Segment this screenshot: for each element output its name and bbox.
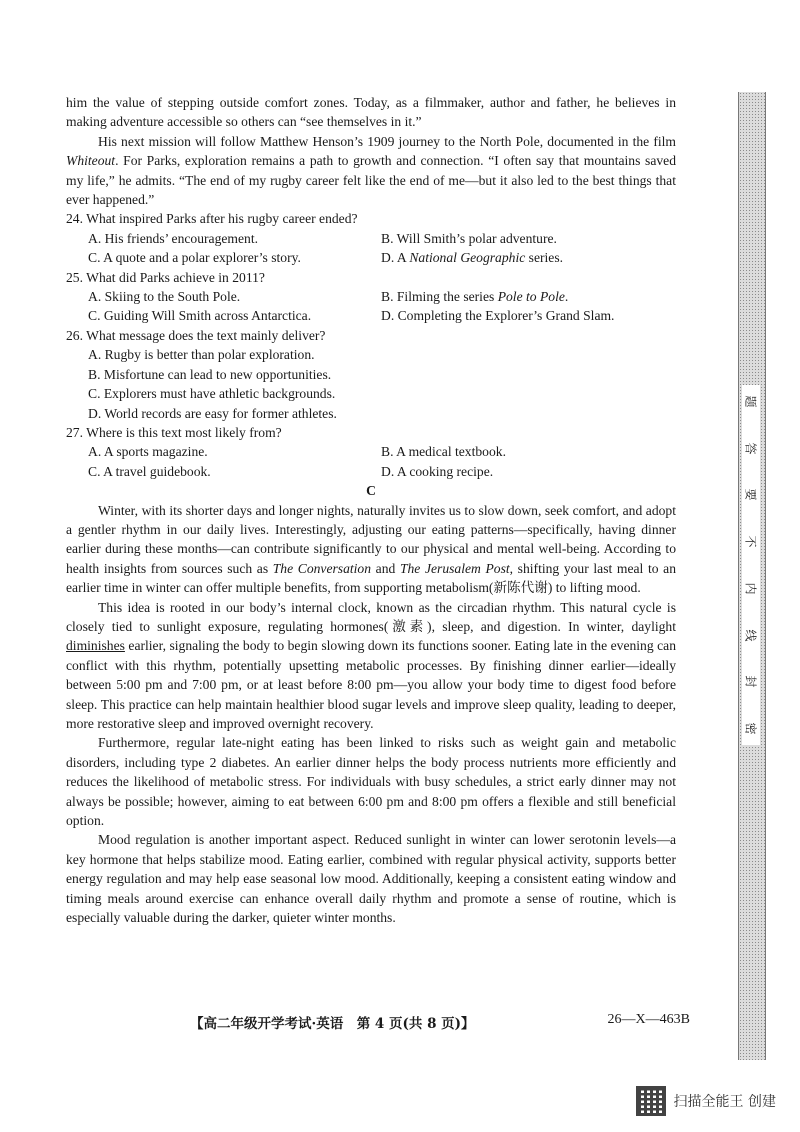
paragraph-c-3: Furthermore, regular late-night eating has been linked to risks such as weight gain and metabolic disorders, including type 2 diabetes. An earlier dinner helps the body process nutrients more efficiently and reduces the likelihood of metabolic stress. For individuals with busy schedules, a strict early dinner may not always be possible; however, aiming to eat between 6:00 pm and 8:00 pm offers a flexible and still beneficial option.: [66, 735, 676, 829]
strip-char: 封: [743, 675, 758, 688]
option-24-a: A. His friends’ encouragement.: [88, 230, 258, 246]
question-27: 27. Where is this text most likely from?: [66, 424, 282, 440]
options-26: [66, 345, 676, 423]
option-26-d: D. World records are easy for former athletes.: [88, 405, 337, 421]
question-24: 24. What inspired Parks after his rugby career ended?: [66, 211, 358, 227]
footer-exam-info: 【高二年级开学考试·英语 第 4 页(共 8 页)】: [190, 1016, 475, 1032]
footer-code: 26—X—463B: [607, 1012, 690, 1027]
strip-char: 要: [743, 488, 758, 501]
main-text: [66, 93, 676, 927]
section-c-heading: C: [366, 483, 376, 499]
option-26-b: B. Misfortune can lead to new opportunities.: [88, 366, 332, 382]
binding-strip-label: [742, 385, 760, 745]
option-25-d: D. Completing the Explorer’s Grand Slam.: [381, 308, 615, 324]
paragraph-c-4: Mood regulation is another important aspect. Reduced sunlight in winter can lower serotonin levels—a key hormone that helps stabilize mood. Eating earlier, combined with regular physical activity, supports better energy regulation and may help ease seasonal low mood. Additionally, keeping a consistent eating window and timing meals around exercise can enhance overall daily rhythm and promote a sense of routine, which is especially valuable during the darker, quieter winter months.: [66, 832, 676, 926]
option-25-b: B. Filming the series Pole to Pole.: [381, 289, 569, 305]
option-27-c: C. A travel guidebook.: [88, 463, 211, 479]
question-25: 25. What did Parks achieve in 2011?: [66, 269, 265, 285]
strip-char: 线: [743, 629, 758, 642]
watermark-text: 扫描全能王 创建: [673, 1094, 776, 1110]
option-24-d: D. A National Geographic series.: [381, 250, 564, 266]
option-26-c: C. Explorers must have athletic backgrounds.: [88, 386, 336, 402]
strip-char: 内: [743, 582, 758, 595]
option-27-d: D. A cooking recipe.: [381, 463, 494, 479]
option-24-b: B. Will Smith’s polar adventure.: [381, 230, 557, 246]
paragraph-b-end: him the value of stepping outside comfort zones. Today, as a filmmaker, author and father, he believes in making adventure accessible so others can “see themselves in it.”: [66, 95, 676, 130]
options-27: [66, 442, 676, 481]
underlined-word: diminishes: [66, 638, 125, 654]
option-26-a: A. Rugby is better than polar exploration.: [88, 347, 315, 363]
strip-char: 密: [743, 722, 758, 735]
paragraph-b-mission: His next mission will follow Matthew Henson’s 1909 journey to the North Pole, documented in the film Whiteout. For Parks, exploration remains a path to growth and connection. “I often say that mountains saved my life,” he admits. “The end of my rugby career felt like the end of me—but it also led to the best things that ever happened.”: [66, 133, 676, 208]
paragraph-c-1: Winter, with its shorter days and longer nights, naturally invites us to slow down, seek comfort, and adopt a gentler rhythm in our daily lives. Interestingly, adjusting our eating patterns—specifically, having dinner earlier during these months—can contribute significantly to our physical and mental well-being. According to health insights from sources such as The Conversation and The Jerusalem Post, shifting your last meal to an earlier time in winter can offer multiple benefits, from supporting metabolism(新陈代谢) to lifting mood.: [66, 502, 676, 596]
options-25: [66, 287, 676, 326]
scanner-watermark: [636, 1086, 776, 1116]
qr-code-icon: [636, 1086, 666, 1116]
option-25-a: A. Skiing to the South Pole.: [88, 289, 241, 305]
page-footer: [190, 1012, 690, 1032]
strip-char: 题: [743, 395, 758, 408]
strip-char: 答: [743, 442, 758, 455]
option-25-c: C. Guiding Will Smith across Antarctica.: [88, 308, 312, 324]
question-26: 26. What message does the text mainly deliver?: [66, 327, 326, 343]
option-24-c: C. A quote and a polar explorer’s story.: [88, 250, 301, 266]
paragraph-c-2: This idea is rooted in our body’s internal clock, known as the circadian rhythm. This natural cycle is closely tied to sunlight exposure, regulating hormones(激素), sleep, and digestion. In winter, daylight diminishes earlier, signaling the body to begin slowing down its functions sooner. Eating late in the evening can conflict with this rhythm, potentially upsetting metabolic processes. By finishing dinner earlier—ideally between 5:00 pm and 7:00 pm, or at least before 8:00 pm—you allow your body time to digest food before sleep. This practice can help maintain healthier blood sugar levels and improve sleep quality, leading to deeper, more restorative sleep and improved overnight recovery.: [66, 599, 676, 731]
option-27-b: B. A medical textbook.: [381, 444, 506, 460]
strip-char: 不: [743, 535, 758, 548]
option-27-a: A. A sports magazine.: [88, 444, 208, 460]
options-24: [66, 229, 676, 268]
